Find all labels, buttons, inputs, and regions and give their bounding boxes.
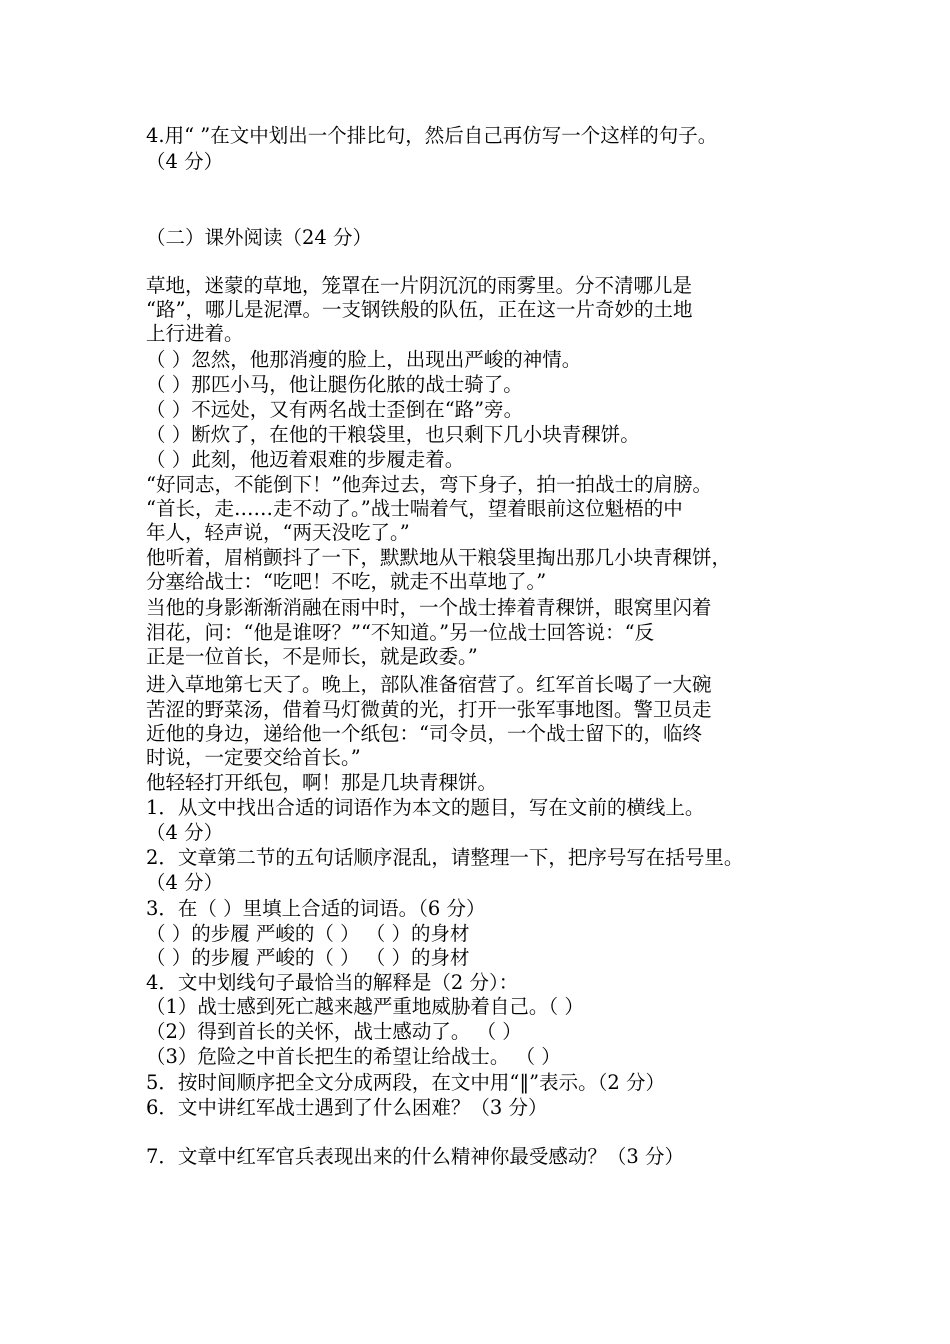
question-line: （4 分） [146, 821, 224, 844]
passage-line: （ ）那匹小马，他让腿伤化脓的战士骑了。 [146, 373, 523, 396]
passage-line: 草地，迷蒙的草地，笼罩在一片阴沉沉的雨雾里。分不清哪儿是 [146, 274, 693, 297]
passage-line: 进入草地第七天了。晚上，部队准备宿营了。红军首长喝了一大碗 [146, 673, 712, 696]
passage-line: 近他的身边，递给他一个纸包：“司令员，一个战士留下的，临终 [146, 722, 702, 745]
question-line: （ ）的步履 严峻的（ ） （ ）的身材 [146, 922, 470, 945]
passage-line: 分塞给战士：“吃吧！不吃，就走不出草地了。” [146, 570, 547, 593]
passage-line: 年人，轻声说，“两天没吃了。” [146, 521, 410, 544]
question-line: （3）危险之中首长把生的希望让给战士。 （ ） [146, 1045, 561, 1068]
question-line: （4 分） [146, 871, 224, 894]
passage-line: 正是一位首长，不是师长，就是政委。” [146, 645, 478, 668]
passage-line: “路”，哪儿是泥潭。一支钢铁般的队伍，正在这一片奇妙的土地 [146, 298, 693, 321]
question-line: （2）得到首长的关怀，战士感动了。 （ ） [146, 1020, 522, 1043]
passage-line: （ ）忽然，他那消瘦的脸上，出现出严峻的神情。 [146, 348, 582, 371]
question-line: 3．在（ ）里填上合适的词语。（6 分） [146, 897, 486, 920]
question-line: 2．文章第二节的五句话顺序混乱，请整理一下，把序号写在括号里。 [146, 846, 744, 869]
question-line: 1．从文中找出合适的词语作为本文的题目，写在文前的横线上。 [146, 796, 705, 819]
passage-line: “首长，走……走不动了。”战士喘着气，望着眼前这位魁梧的中 [146, 497, 683, 520]
passage-line: （ ）不远处，又有两名战士歪倒在“路”旁。 [146, 398, 524, 421]
passage-line: 时说，一定要交给首长。” [146, 746, 361, 769]
passage-line: 苦涩的野菜汤，借着马灯微黄的光，打开一张军事地图。警卫员走 [146, 698, 712, 721]
question-4-prev-line-2: （4 分） [146, 150, 224, 173]
passage-line: 当他的身影渐渐消融在雨中时，一个战士捧着青稞饼，眼窝里闪着 [146, 596, 712, 619]
passage-line: 上行进着。 [146, 322, 244, 345]
passage-line: （ ）断炊了，在他的干粮袋里，也只剩下几小块青稞饼。 [146, 423, 640, 446]
passage-line: （ ）此刻，他迈着艰难的步履走着。 [146, 448, 465, 471]
question-line: （ ）的步履 严峻的（ ） （ ）的身材 [146, 946, 470, 969]
question-line: （1）战士感到死亡越来越严重地威胁着自己。（ ） [146, 995, 584, 1018]
passage-line: “好同志，不能倒下！”他奔过去，弯下身子，拍一拍战士的肩膀。 [146, 473, 712, 496]
question-line: 7．文章中红军官兵表现出来的什么精神你最受感动？（3 分） [146, 1145, 685, 1168]
question-line: 6．文中讲红军战士遇到了什么困难？（3 分） [146, 1096, 548, 1119]
passage-line: 他听着，眉梢颤抖了一下，默默地从干粮袋里掏出那几小块青稞饼， [146, 546, 732, 569]
passage-line: 泪花，问：“他是谁呀？”“不知道。”另一位战士回答说：“反 [146, 621, 655, 644]
passage-line: 他轻轻打开纸包，啊！那是几块青稞饼。 [146, 771, 498, 794]
question-line: 5．按时间顺序把全文分成两段，在文中用“‖”表示。（2 分） [146, 1071, 665, 1094]
question-4-prev-line-1: 4.用“ ”在文中划出一个排比句，然后自己再仿写一个这样的句子。 [146, 124, 718, 147]
section-title: （二）课外阅读（24 分） [146, 226, 373, 249]
question-line: 4．文中划线句子最恰当的解释是（2 分）： [146, 971, 519, 994]
